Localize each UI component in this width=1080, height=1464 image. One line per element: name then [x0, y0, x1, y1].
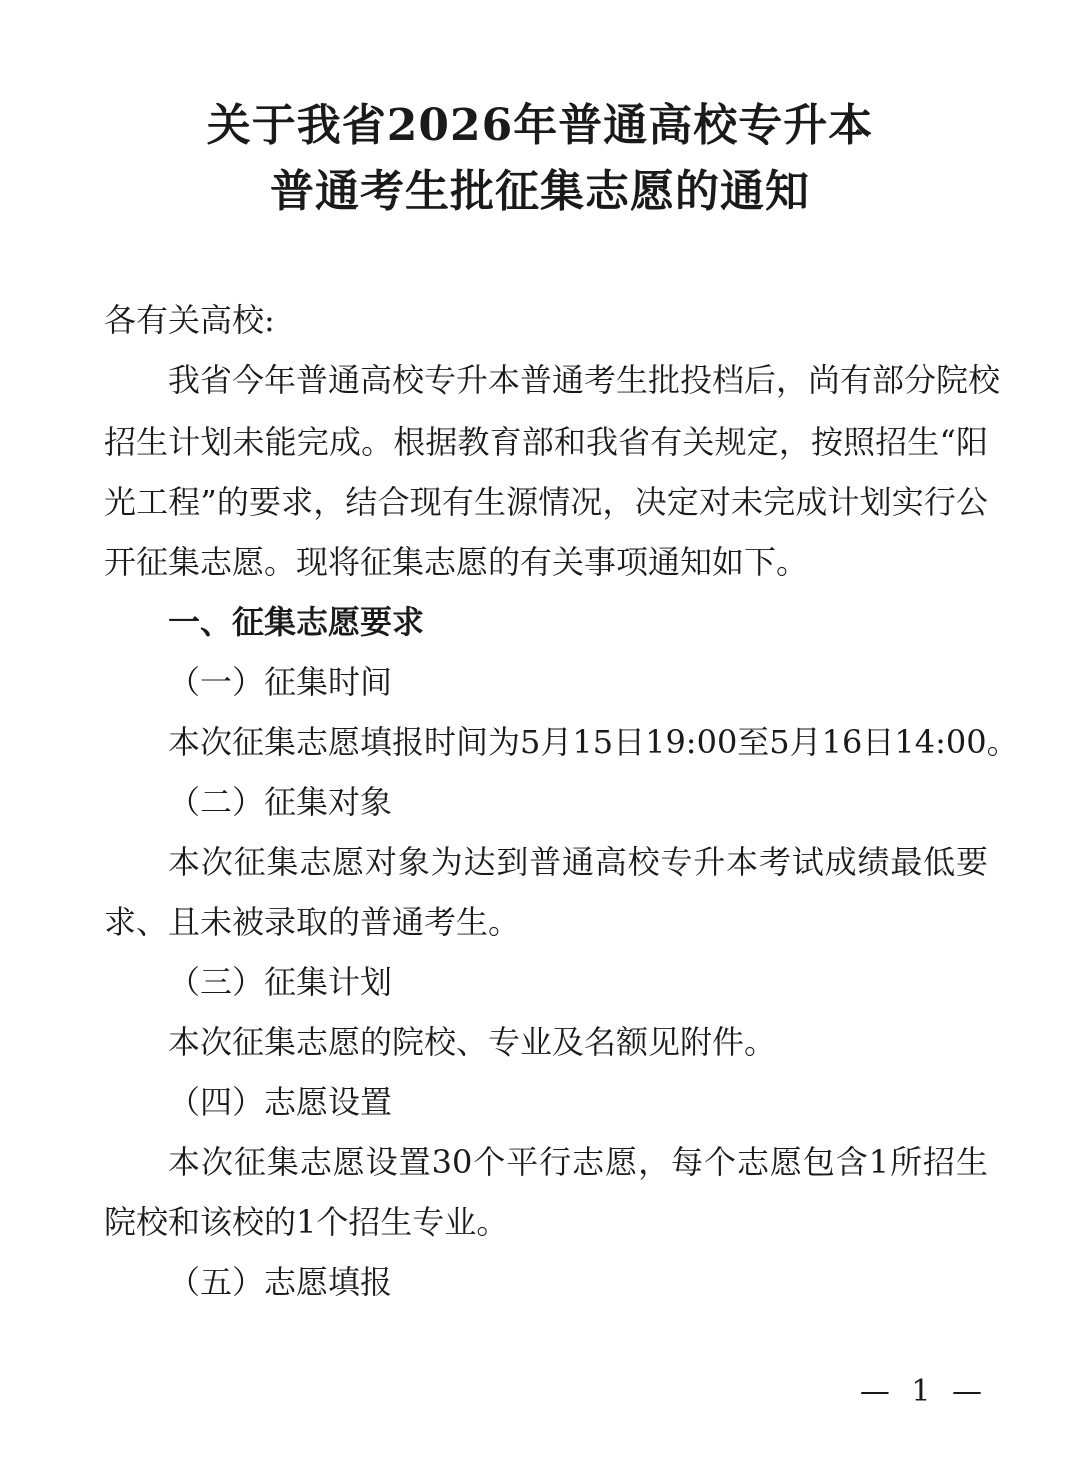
paragraph-line: 求、且未被录取的普通考生。	[104, 903, 521, 941]
salutation: 各有关高校:	[104, 301, 275, 339]
section-heading: 一、征集志愿要求	[168, 603, 425, 641]
paragraph-line: 本次征集志愿的院校、专业及名额见附件。	[168, 1023, 777, 1061]
paragraph-line: 本次征集志愿填报时间为5月15日19:00至5月16日14:00。	[168, 723, 1019, 761]
intro-line: 招生计划未能完成。根据教育部和我省有关规定，按照招生“阳	[104, 423, 988, 461]
paragraph-line: 院校和该校的1个招生专业。	[104, 1203, 509, 1241]
title-line-2: 普通考生批征集志愿的通知	[270, 166, 810, 217]
subsection-heading: （二）征集对象	[168, 783, 393, 821]
title-line-1: 关于我省2026年普通高校专升本	[206, 100, 874, 151]
intro-line: 光工程”的要求，结合现有生源情况，决定对未完成计划实行公	[104, 483, 988, 521]
intro-line: 开征集志愿。现将征集志愿的有关事项通知如下。	[104, 543, 809, 581]
paragraph-line: 本次征集志愿对象为达到普通高校专升本考试成绩最低要	[168, 843, 988, 881]
subsection-heading: （四）志愿设置	[168, 1083, 393, 1121]
page-number: — 1 —	[859, 1374, 988, 1409]
intro-line: 我省今年普通高校专升本普通考生批投档后，尚有部分院校	[168, 361, 1001, 399]
paragraph-line: 本次征集志愿设置30个平行志愿，每个志愿包含1所招生	[168, 1143, 988, 1181]
subsection-heading: （五）志愿填报	[168, 1263, 393, 1301]
subsection-heading: （一）征集时间	[168, 663, 393, 701]
subsection-heading: （三）征集计划	[168, 963, 393, 1001]
